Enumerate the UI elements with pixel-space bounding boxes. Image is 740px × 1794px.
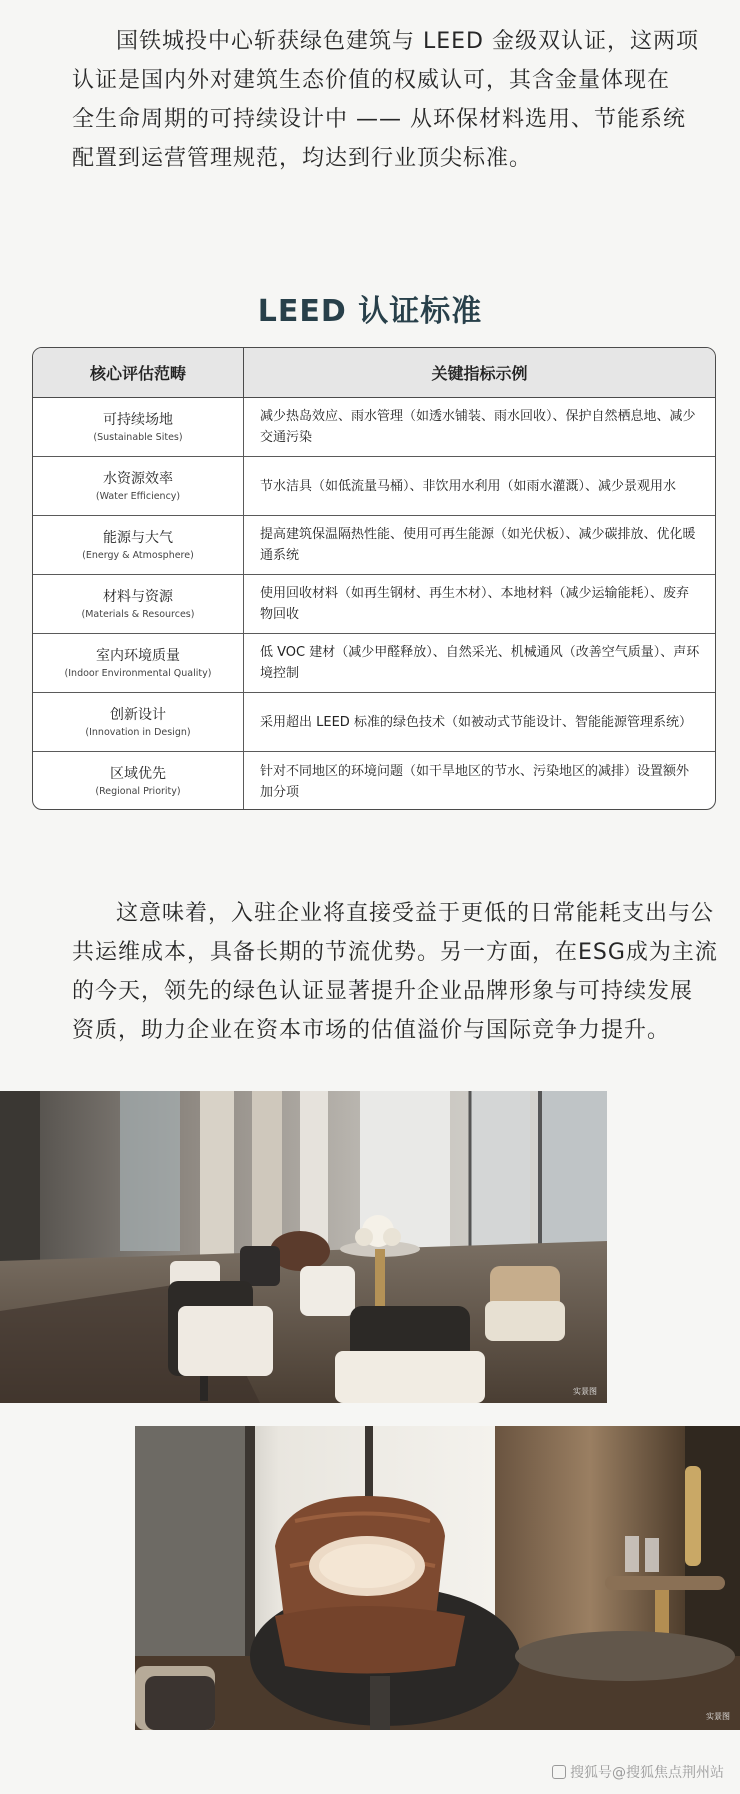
category-english-name: (Sustainable Sites) bbox=[93, 431, 183, 443]
indicator-cell: 减少热岛效应、雨水管理（如透水铺装、雨水回收）、保护自然栖息地、减少交通污染 bbox=[260, 409, 696, 445]
table-row bbox=[33, 516, 715, 575]
category-name: 创新设计 bbox=[110, 706, 166, 723]
category-name: 材料与资源 bbox=[103, 588, 173, 605]
table-row bbox=[33, 575, 715, 634]
header-category: 核心评估范畴 bbox=[33, 348, 244, 397]
category-name: 水资源效率 bbox=[103, 470, 173, 487]
conclusion-line: 这意味着，入驻企业将直接受益于更低的日常能耗支出与公 bbox=[116, 901, 715, 926]
table-row bbox=[33, 752, 715, 810]
category-name: 区域优先 bbox=[110, 766, 166, 782]
leed-standards-table bbox=[32, 347, 716, 810]
conclusion-line: 的今天，领先的绿色认证显著提升企业品牌形象与可持续发展 bbox=[72, 979, 694, 1004]
category-cell bbox=[33, 398, 244, 456]
lounge-chair-photo bbox=[135, 1426, 740, 1730]
indicator-cell: 节水洁具（如低流量马桶）、非饮用水利用（如雨水灌溉）、减少景观用水 bbox=[260, 478, 677, 494]
category-cell bbox=[33, 634, 244, 692]
intro-line: 国铁城投中心斩获绿色建筑与 LEED 金级双认证，这两项 bbox=[116, 29, 699, 54]
source-watermark bbox=[552, 1762, 724, 1782]
category-english-name: (Innovation in Design) bbox=[85, 726, 191, 738]
table-row bbox=[33, 693, 715, 752]
category-cell bbox=[33, 693, 244, 751]
indicator-cell: 采用超出 LEED 标准的绿色技术（如被动式节能设计、智能能源管理系统） bbox=[260, 714, 692, 730]
header-indicators: 关键指标示例 bbox=[431, 364, 528, 383]
category-english-name: (Regional Priority) bbox=[95, 786, 181, 797]
table-header bbox=[33, 348, 715, 398]
table-row bbox=[33, 457, 715, 516]
leed-section-title: LEED 认证标准 bbox=[257, 294, 483, 329]
indicator-cell: 针对不同地区的环境问题（如干旱地区的节水、污染地区的减排）设置额外加分项 bbox=[260, 763, 690, 800]
intro-line: 配置到运营管理规范，均达到行业顶尖标准。 bbox=[72, 146, 533, 171]
lobby-lounge-photo bbox=[0, 1091, 607, 1403]
conclusion-paragraph bbox=[72, 894, 718, 1050]
category-name: 能源与大气 bbox=[103, 529, 173, 546]
intro-paragraph bbox=[72, 22, 699, 178]
lounge-photo-caption: 实景图 bbox=[706, 1712, 730, 1721]
indicator-cell: 低 VOC 建材（减少甲醛释放）、自然采光、机械通风（改善空气质量）、声环境控制 bbox=[260, 645, 700, 681]
category-english-name: (Indoor Environmental Quality) bbox=[64, 667, 212, 679]
category-english-name: (Materials & Resources) bbox=[81, 608, 195, 620]
table-row bbox=[33, 634, 715, 693]
intro-line: 全生命周期的可持续设计中 —— 从环保材料选用、节能系统 bbox=[72, 107, 686, 132]
watermark-text: 搜狐号@搜狐焦点荆州站 bbox=[570, 1765, 724, 1781]
table-body bbox=[33, 398, 715, 810]
table-row bbox=[33, 398, 715, 457]
category-cell bbox=[33, 752, 244, 810]
category-english-name: (Energy & Atmosphere) bbox=[82, 549, 194, 561]
category-name: 室内环境质量 bbox=[96, 647, 180, 664]
category-cell bbox=[33, 516, 244, 574]
lobby-photo-caption: 实景图 bbox=[573, 1387, 597, 1396]
intro-line: 认证是国内外对建筑生态价值的权威认可，其含金量体现在 bbox=[72, 68, 671, 93]
sohu-logo-icon bbox=[552, 1765, 566, 1779]
category-cell bbox=[33, 457, 244, 515]
conclusion-line: 资质，助力企业在资本市场的估值溢价与国际竞争力提升。 bbox=[72, 1018, 671, 1043]
indicator-cell: 使用回收材料（如再生钢材、再生木材）、本地材料（减少运输能耗）、废弃物回收 bbox=[260, 586, 690, 622]
category-cell bbox=[33, 575, 244, 633]
indicator-cell: 提高建筑保温隔热性能、使用可再生能源（如光伏板）、减少碳排放、优化暖通系统 bbox=[260, 527, 696, 563]
category-english-name: (Water Efficiency) bbox=[95, 490, 181, 502]
category-name: 可持续场地 bbox=[103, 411, 173, 428]
conclusion-line: 共运维成本，具备长期的节流优势。另一方面，在ESG成为主流 bbox=[72, 940, 718, 965]
